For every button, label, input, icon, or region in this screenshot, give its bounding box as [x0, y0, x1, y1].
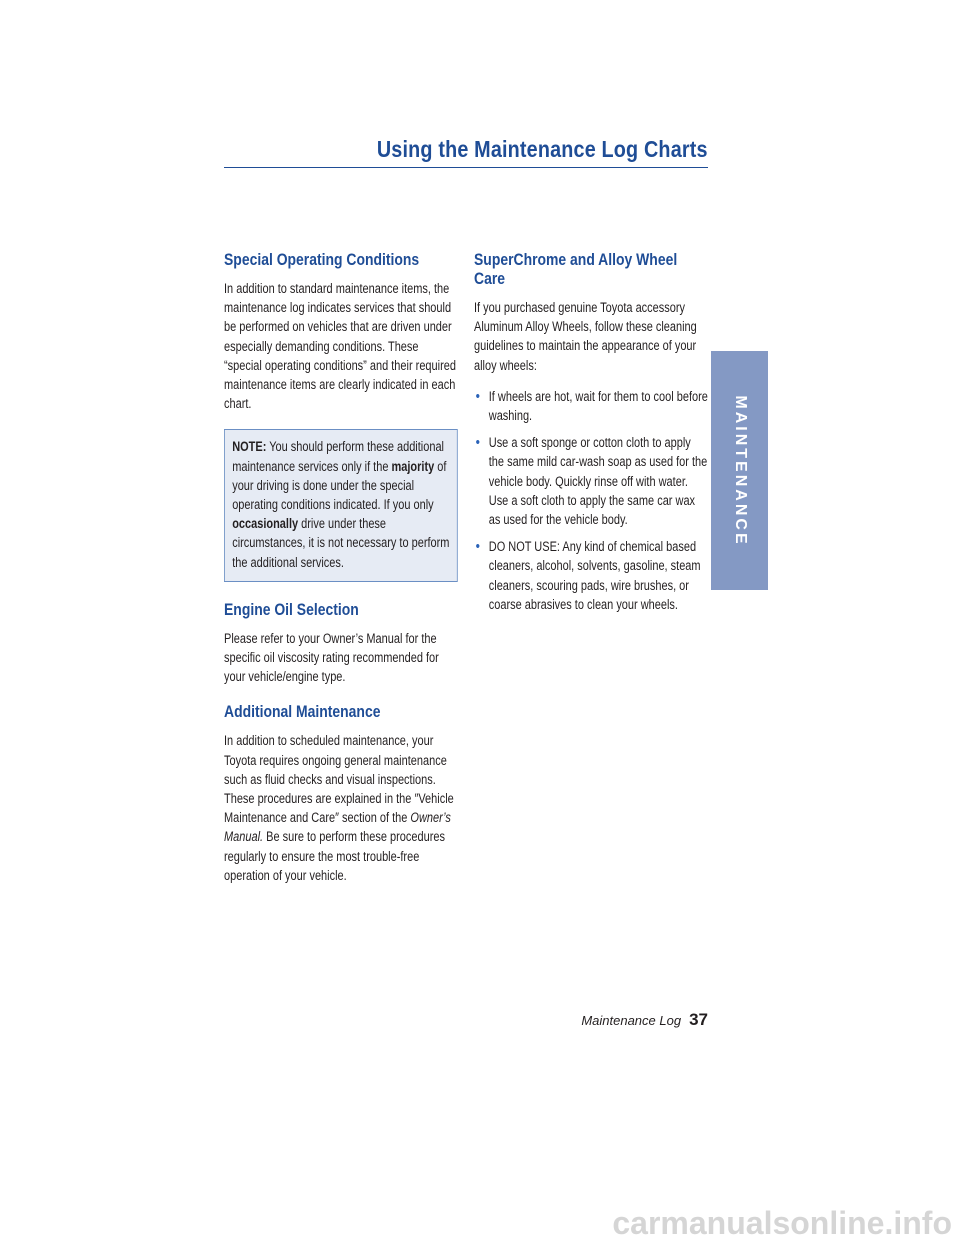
- owners-manual-reference: Owner’s Manual.: [224, 810, 451, 845]
- list-item: [474, 433, 708, 529]
- list-item: [474, 387, 708, 425]
- heading-additional-maintenance: Additional Maintenance: [224, 702, 381, 722]
- list-item-text: Use a soft sponge or cotton cloth to apply the same mild car-wash soap as used for the vehicle body. Quickly rinse off with water. Use a soft cloth to apply the same car wax as used for the vehicle body.: [488, 435, 708, 528]
- footer-label: Maintenance Log: [581, 1013, 682, 1028]
- right-column: [474, 250, 708, 622]
- right-column-inner: [474, 250, 708, 614]
- section-side-tab: [711, 351, 768, 590]
- note-label: NOTE:: [232, 439, 267, 455]
- heading-special-operating-conditions: Special Operating Conditions: [224, 250, 420, 269]
- left-column-inner: [224, 250, 458, 885]
- note-emphasis-majority: majority: [391, 458, 435, 474]
- additional-text-part-2: Be sure to perform these procedures regularly to ensure the most trouble-free operation of your vehicle.: [224, 829, 445, 883]
- section-spacer: [224, 686, 458, 702]
- note-text: [232, 437, 450, 571]
- note-text-part-3: drive under these circumstances, it is not necessary to perform the additional services.: [232, 516, 450, 570]
- note-box: [224, 429, 458, 581]
- side-tab-label: MAINTENANCE: [731, 394, 749, 547]
- page-title: Using the Maintenance Log Charts: [377, 136, 708, 162]
- page-number: 37: [689, 1010, 708, 1029]
- watermark: carmanualsonline.info: [612, 1205, 952, 1241]
- bullet-icon: •: [475, 387, 480, 405]
- list-item-text: DO NOT USE: Any kind of chemical based cleaners, alcohol, solvents, gasoline, steam cleaners, scouring pads, wire brushes, or coarse abrasives to clean your wheels.: [488, 539, 701, 612]
- note-text-part-1: You should perform these additional maintenance services only if the: [232, 439, 445, 474]
- heading-wheel-care: SuperChrome and Alloy Wheel Care: [474, 250, 678, 288]
- engine-oil-text: Please refer to your Owner’s Manual for the specific oil viscosity rating recommended for your vehicle/engine type.: [224, 630, 439, 685]
- additional-text-part-1: In addition to scheduled maintenance, your Toyota requires ongoing general maintenance such as fluid checks and visual inspections. These procedures are explained in the ″Vehicle Maintenance and Care″ section of the: [224, 733, 454, 826]
- special-conditions-text: In addition to standard maintenance items, the maintenance log indicates services that should be performed on vehicles that are driven under especially demanding conditions. These “special operating conditions” and their required maintenance items are clearly indicated in each chart.: [224, 281, 456, 412]
- bullet-icon: •: [475, 538, 480, 556]
- title-divider: [224, 167, 708, 168]
- page-footer: [581, 1010, 708, 1030]
- heading-engine-oil-selection: Engine Oil Selection: [224, 599, 359, 619]
- bullet-icon: •: [475, 434, 480, 452]
- list-item-text: If wheels are hot, wait for them to cool before washing.: [488, 388, 708, 424]
- note-text-part-2: of your driving is done under the special operating conditions indicated. If you only: [232, 458, 447, 513]
- wheel-care-list: [474, 387, 708, 614]
- wheel-care-intro: If you purchased genuine Toyota accessory Aluminum Alloy Wheels, follow these cleaning guidelines to maintain the appearance of your alloy wheels:: [474, 300, 697, 373]
- list-item: [474, 537, 708, 614]
- left-column: [224, 250, 458, 885]
- note-emphasis-occasionally: occasionally: [232, 516, 299, 532]
- additional-maintenance-text: [224, 731, 458, 885]
